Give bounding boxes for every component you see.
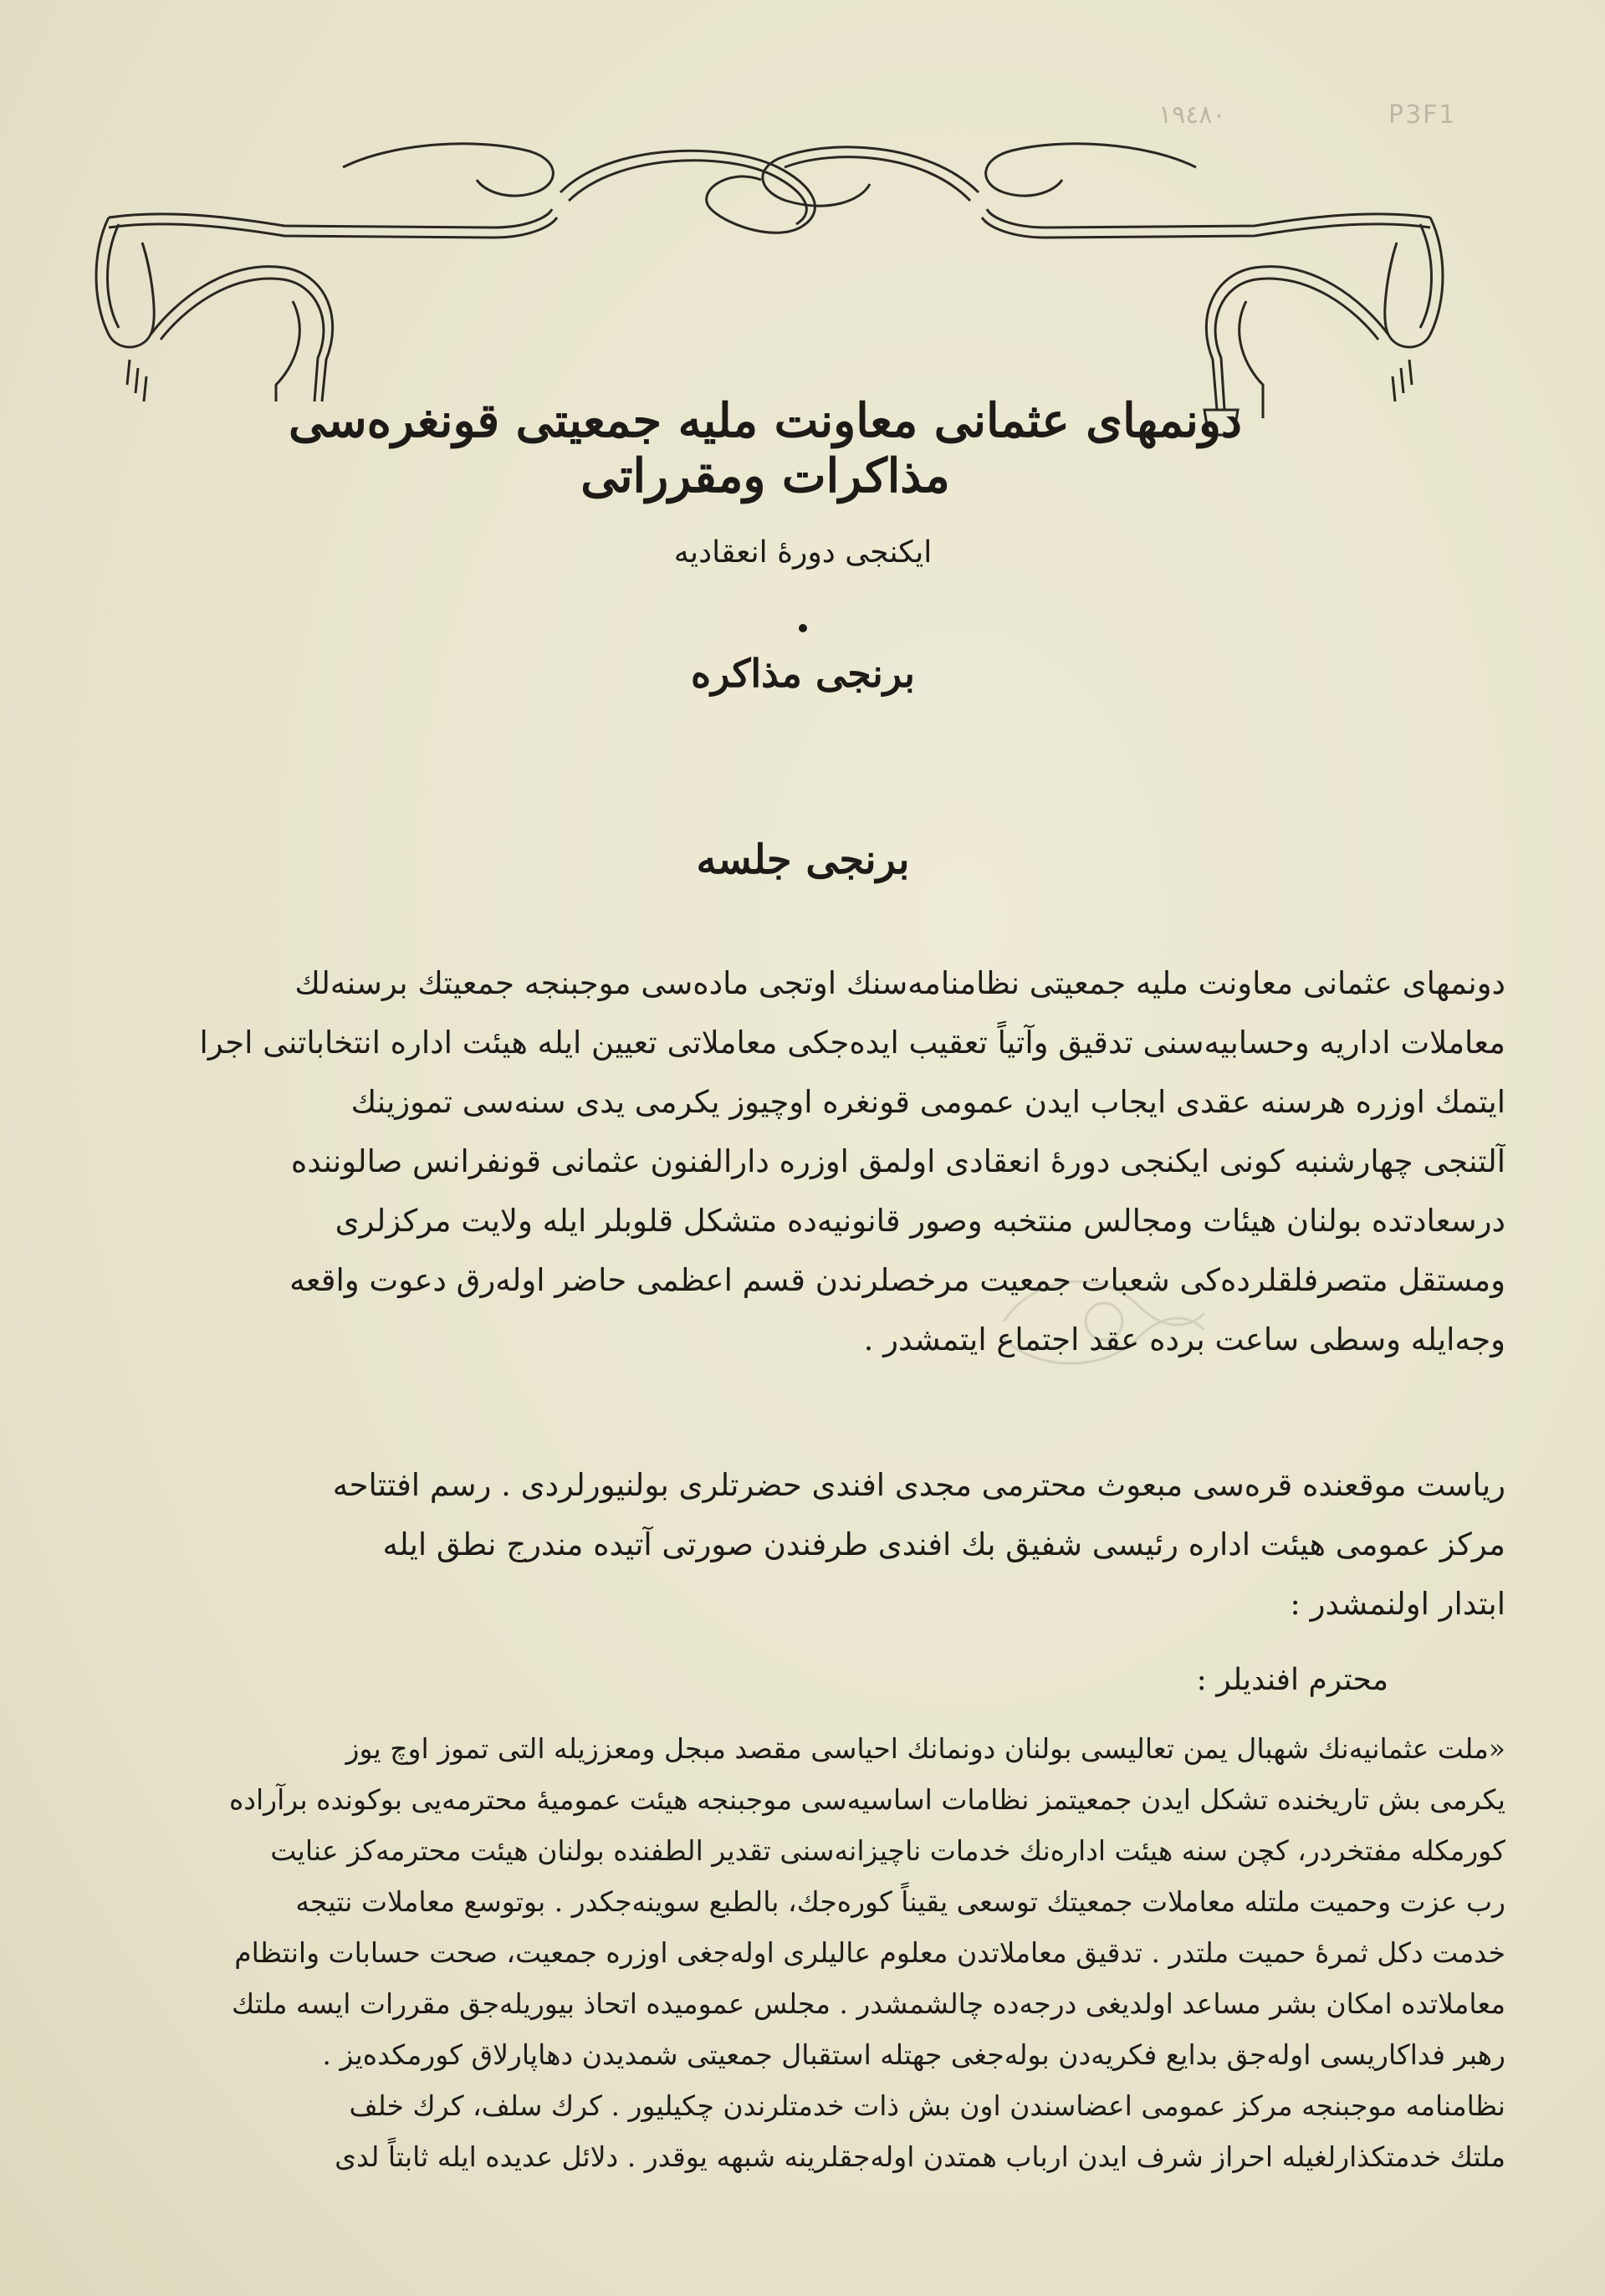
speech-salutation: محترم افندیلر : (1196, 1663, 1388, 1697)
meeting-heading: برنجی جلسه (696, 836, 910, 883)
paragraph-line: ومستقل متصرفلقلرده‌كی شعبات جمعیت مرخصلرندن قسم اعظمی حاضر اوله‌رق دعوت واقعه (289, 1262, 1505, 1298)
speech-line: یكرمی بش تاریخنده تشكل ایدن جمعیتمز نظامات اساسیه‌سی موجبنجه هیئت عمومیۀ محترمه‌یی بوكونده برآراده (229, 1783, 1505, 1816)
archive-reference-code: P3F1 (1388, 100, 1457, 130)
speech-line: ملتك خدمتكذارلغیله احراز شرف ایدن ارباب همتدن اوله‌جقلرینه شبهه یوقدر . دلائل عدیده ایله ثابتاً لدی (335, 2140, 1505, 2173)
paragraph-line: ریاست موقعنده قرەسی مبعوث محترمی مجدی افندی حضرتلری بولنیورلردی . رسم افتتاحه (332, 1467, 1505, 1503)
paragraph-line: وجه‌ایله وسطی ساعت برده عقد اجتماع ایتمشدر . (863, 1322, 1505, 1358)
opening-speech (84, 1723, 1505, 2182)
opening-paragraph (84, 954, 1505, 1369)
speech-line: رب عزت وحمیت ملتله معاملات جمعیتك توسعی یقیناً كوره‌جك، بالطبع سوینه‌جكدر . بوتوسع معاملات نتیجه (295, 1885, 1505, 1918)
speech-line: «ملت عثمانیه‌نك شهبال یمن تعالیسی بولنان دونمانك احیاسی مقصد مبجل ومعززیله التی تموز اوچ یوز (345, 1732, 1505, 1765)
paragraph-line: معاملات اداریه وحسابیه‌سنی تدقیق وآتیاً تعقیب ایده‌جكی معاملاتی تعیین ایله هیئت اداره انتخاباتنی اجرا (199, 1025, 1505, 1061)
paragraph-line: مركز عمومی هیئت اداره رئیسی شفیق بك افندی طرفندن صورتی آتیده مندرج نطق ایله (382, 1526, 1505, 1562)
speech-line: كورمكله مفتخردر، كچن سنه هیئت اداره‌نك خدمات ناچیزانه‌سنی تقدیر الطفنده بولنان هیئت محترمه‌كز عنایت (270, 1834, 1505, 1867)
document-title: دونمهای عثمانی معاونت ملیه جمعیتی قونغره‌سی مذاکرات ومقرراتی (289, 393, 1242, 504)
paragraph-line: دونمهای عثمانی معاونت ملیه جمعیتی نظامنامه‌سنك اوتجی ماده‌سی موجبنجه جمعیتك برسنه‌لك (294, 965, 1505, 1001)
speech-line: رهبر فداكاریسی اوله‌جق بدایع فكریه‌دن بوله‌جغی جهتله استقبال جمعیتی شمدیدن دهاپارلاق كورمكده‌یز . (322, 2038, 1505, 2071)
document-subtitle: ایکنجی دورۀ انعقادیه (673, 535, 933, 570)
paragraph-line: درسعادتده بولنان هیئات ومجالس منتخبه وصور قانونیه‌ده متشكل قلوبلر ایله ولایت مركزلری (335, 1203, 1505, 1239)
archive-reference-number: ١٩٤٨٠ (1158, 100, 1226, 130)
session-heading: برنجی مذاکره (502, 651, 1104, 696)
speech-line: نظامنامه موجبنجه مركز عمومی اعضاسندن اون بش ذات خدمتلرندن چكیلیور . كرك سلف، كرك خلف (349, 2089, 1505, 2122)
speech-line: معاملاتده امكان بشر مساعد اولدیغی درجه‌ده چالشمشدر . مجلس عمومیده اتحاذ بیوریله‌جق مقررات ایسه ملتك (232, 1987, 1505, 2020)
speech-line: خدمت دكل ثمرۀ حمیت ملتدر . تدقیق معاملاتدن معلوم عالیلری اوله‌جغی اوزره جمعیت، صحت حسابات وانتظام (234, 1936, 1505, 1969)
paragraph-line: ایتمك اوزره هرسنه عقدی ایجاب ایدن عمومی قونغره اوچیوز یكرمی یدی سنه‌سی تموزینك (350, 1084, 1505, 1120)
paragraph-line: آلتنجی چهارشنبه كونی ایكنجی دورۀ انعقادی اولمق اوزره دارالفنون عثمانی قونفرانس صالوننده (290, 1143, 1505, 1179)
presidency-paragraph (84, 1455, 1505, 1634)
paragraph-line: ابتدار اولنمشدر : (1290, 1586, 1505, 1622)
